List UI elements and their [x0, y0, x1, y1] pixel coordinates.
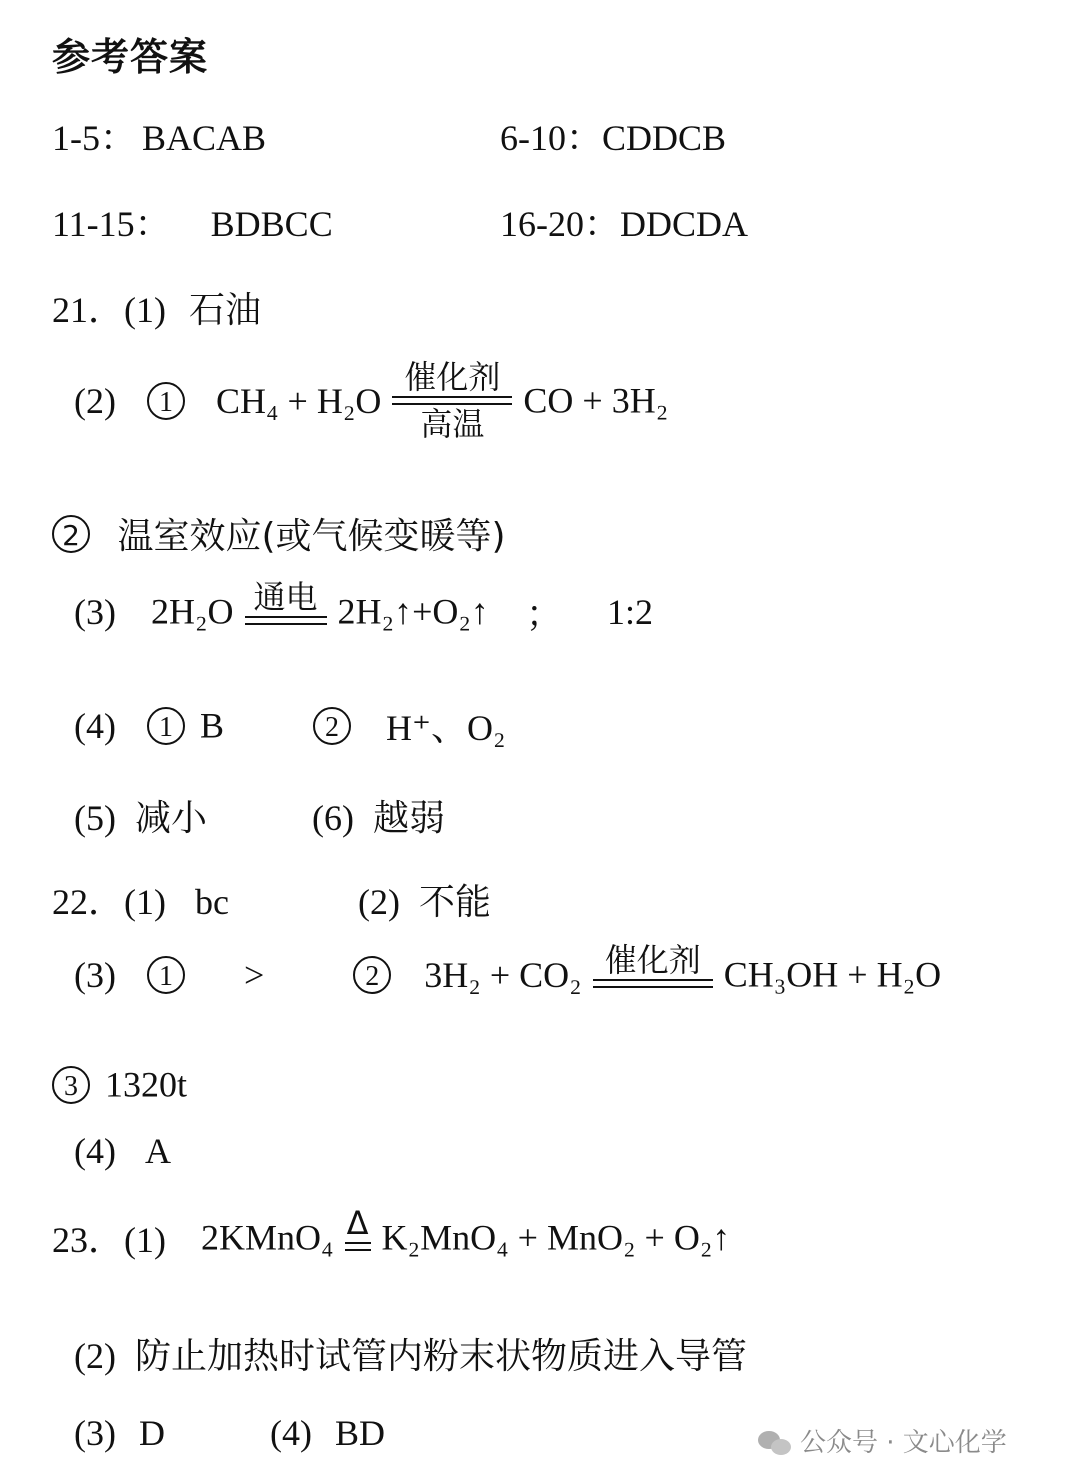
mc-answers: DDCDA — [620, 204, 749, 244]
mc-range: 6-10： — [500, 118, 602, 158]
part-number: (3) — [74, 591, 116, 632]
q23-part2 — [74, 1328, 747, 1379]
page-title: 参考答案 — [52, 35, 209, 79]
condition-top: 催化剂 — [604, 941, 701, 980]
circled-number: 1 — [147, 382, 185, 420]
q22-part1-2 — [52, 874, 491, 925]
answer: 石油 — [188, 290, 261, 331]
mc-row-11-15 — [52, 196, 333, 247]
equation-products: CH₃OH + H₂O — [723, 954, 942, 995]
q21-part2-answer2 — [52, 508, 506, 559]
answer: 减小 — [134, 798, 207, 839]
reaction-condition — [245, 578, 327, 625]
mc-row-6-10 — [500, 110, 726, 161]
part-number: (5) — [74, 798, 116, 838]
part-number: (3) — [74, 1413, 116, 1453]
mc-range: 16-20： — [500, 204, 620, 244]
answer: BD — [334, 1413, 385, 1453]
circled-number: 2 — [313, 707, 351, 745]
condition-bottom: 高温 — [420, 405, 485, 443]
circled-number: 1 — [147, 707, 185, 745]
reaction-condition — [392, 358, 512, 443]
q21-part2-equation — [74, 358, 668, 443]
equation-reactants: 3H₂ + CO₂ — [424, 954, 582, 995]
part-number: (3) — [74, 954, 116, 995]
equals-sign — [593, 979, 713, 988]
answer: D — [138, 1413, 165, 1453]
question-number: 23．(1) — [52, 1220, 166, 1260]
delta-symbol: Δ — [346, 1204, 369, 1242]
answer: 1320t — [105, 1064, 188, 1105]
equals-sign — [392, 396, 512, 405]
q23-part1 — [52, 1204, 731, 1263]
part-number: (4) — [269, 1413, 312, 1453]
mc-range: 1-5： — [52, 118, 136, 158]
circled-number: 2 — [52, 515, 90, 553]
answer: A — [144, 1131, 171, 1171]
equation-products: K₂MnO₄ + MnO₂ + O₂↑ — [381, 1217, 731, 1258]
watermark — [758, 1422, 1007, 1459]
answer: 1:2 — [606, 591, 653, 632]
q21-part4 — [74, 700, 506, 751]
q23-part3-4 — [74, 1412, 385, 1454]
part-number: (2) — [74, 380, 116, 421]
part-number: (4) — [74, 1131, 116, 1171]
watermark-text: 公众号 · 文心化学 — [800, 1428, 1007, 1458]
part-number: (6) — [312, 798, 354, 838]
mc-answers: CDDCB — [602, 118, 727, 158]
reaction-condition — [345, 1204, 371, 1251]
answer: 温室效应(或气候变暖等) — [117, 516, 506, 557]
wechat-icon — [758, 1431, 792, 1457]
equals-sign — [245, 616, 327, 625]
equation-products: CO + 3H₂ — [523, 380, 669, 421]
question-number: 21．(1) — [52, 290, 166, 330]
mc-answers: BACAB — [142, 118, 267, 158]
answer: 越弱 — [372, 798, 445, 839]
reaction-condition — [593, 941, 713, 988]
equation-reactants: 2KMnO₄ — [200, 1217, 334, 1258]
equation-products: 2H₂↑+O₂↑ — [337, 591, 489, 632]
condition-top: 催化剂 — [404, 358, 501, 396]
separator: ； — [525, 594, 562, 634]
circled-number: 2 — [353, 956, 391, 994]
equation-reactants: 2H₂O — [150, 591, 234, 632]
q21-part1 — [52, 282, 261, 333]
answer: 不能 — [418, 882, 491, 923]
part-number: (2) — [74, 1336, 116, 1376]
answer: 防止加热时试管内粉末状物质进入导管 — [134, 1336, 747, 1377]
answer: > — [243, 954, 265, 995]
q22-part3-answer3 — [52, 1060, 187, 1106]
q21-part3-equation — [74, 578, 653, 637]
mc-row-1-5 — [52, 110, 266, 161]
mc-answers: BDBCC — [210, 204, 333, 244]
equals-sign — [345, 1242, 371, 1251]
answer: H⁺、O₂ — [386, 708, 506, 748]
q22-part3 — [74, 941, 942, 996]
part-number: (4) — [74, 705, 116, 746]
circled-number: 1 — [147, 956, 185, 994]
mc-row-16-20 — [500, 196, 748, 247]
circled-number: 3 — [52, 1066, 90, 1104]
question-number: 22．(1) — [52, 882, 166, 922]
q22-part4 — [74, 1130, 171, 1172]
answer: B — [199, 705, 224, 746]
condition-top: 通电 — [253, 578, 318, 616]
part-number: (2) — [357, 882, 400, 922]
q21-part5-6 — [74, 790, 445, 841]
equation-reactants: CH₄ + H₂O — [215, 380, 382, 421]
answer: bc — [194, 882, 229, 922]
mc-range: 11-15： — [52, 204, 171, 244]
